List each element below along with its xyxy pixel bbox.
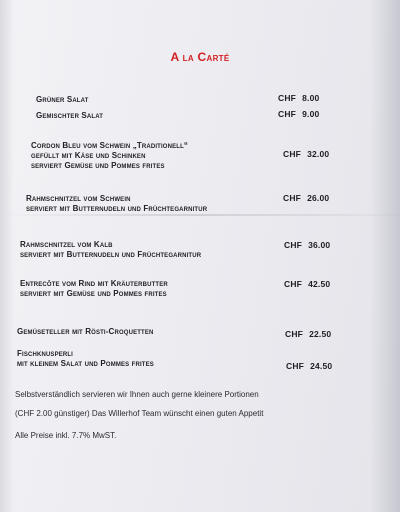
menu-item-name: [36, 111, 103, 121]
menu-item-name: [17, 349, 154, 369]
menu-item-name: [20, 279, 168, 299]
currency-label: CHF: [278, 93, 297, 103]
paper-fold: [0, 214, 400, 216]
menu-item-line: Cordon Bleu vom Schwein „Traditionell“: [31, 141, 189, 150]
menu-item-price: [283, 193, 329, 203]
footer-note: (CHF 2.00 günstiger) Das Willerhof Team wünscht einen guten Appetit: [15, 409, 264, 418]
price-value: 36.00: [308, 240, 331, 250]
menu-item-line: serviert mit Gemüse und Pommes frites: [20, 289, 167, 298]
menu-item-name: [26, 194, 207, 214]
menu-item-line: Entrecôte vom Rind mit Kräuterbutter: [20, 279, 168, 288]
currency-label: CHF: [278, 109, 297, 119]
menu-item-line: Fischknusperli: [17, 349, 73, 358]
menu-item-name: [36, 95, 88, 105]
menu-item-price: [283, 149, 329, 159]
menu-title: A la Carté: [170, 50, 230, 64]
menu-item-price: [278, 109, 319, 119]
menu-item-price: [284, 279, 330, 289]
menu-item-price: [285, 329, 331, 339]
price-value: 22.50: [309, 329, 332, 339]
menu-item-line: Rahmschnitzel vom Kalb: [20, 240, 113, 249]
price-value: 9.00: [302, 109, 320, 119]
menu-item-line: serviert Gemüse und Pommes frites: [31, 161, 165, 170]
currency-label: CHF: [285, 329, 304, 339]
menu-item-line: serviert mit Butternudeln und Früchtegarnitur: [20, 250, 202, 259]
menu-item-name: [17, 327, 154, 337]
menu-item-price: [278, 93, 319, 103]
menu-item-price: [286, 361, 332, 371]
menu-item-name: [20, 240, 201, 260]
price-value: 24.50: [310, 361, 333, 371]
price-value: 42.50: [308, 279, 331, 289]
paper-shadow: [370, 0, 400, 512]
currency-label: CHF: [286, 361, 305, 371]
footer-note: Selbstverständlich servieren wir Ihnen auch gerne kleinere Portionen: [15, 390, 259, 399]
currency-label: CHF: [283, 149, 302, 159]
menu-item-line: Rahmschnitzel vom Schwein: [26, 194, 131, 203]
menu-item-line: Gemüseteller mit Rösti-Croquetten: [17, 327, 154, 336]
menu-item-line: gefüllt mit Käse und Schinken: [31, 151, 146, 160]
price-value: 8.00: [302, 93, 320, 103]
currency-label: CHF: [284, 240, 303, 250]
footer-note: Alle Preise inkl. 7.7% MwST.: [15, 431, 117, 440]
menu-item-line: mit kleinem Salat und Pommes frites: [17, 359, 154, 368]
menu-item-price: [284, 240, 330, 250]
currency-label: CHF: [284, 279, 303, 289]
menu-item-line: Grüner Salat: [36, 95, 89, 104]
price-value: 26.00: [307, 193, 330, 203]
price-value: 32.00: [307, 149, 330, 159]
menu-item-name: [31, 141, 188, 171]
menu-item-line: Gemischter Salat: [36, 111, 104, 120]
menu-item-line: serviert mit Butternudeln und Früchtegarnitur: [26, 204, 208, 213]
currency-label: CHF: [283, 193, 302, 203]
